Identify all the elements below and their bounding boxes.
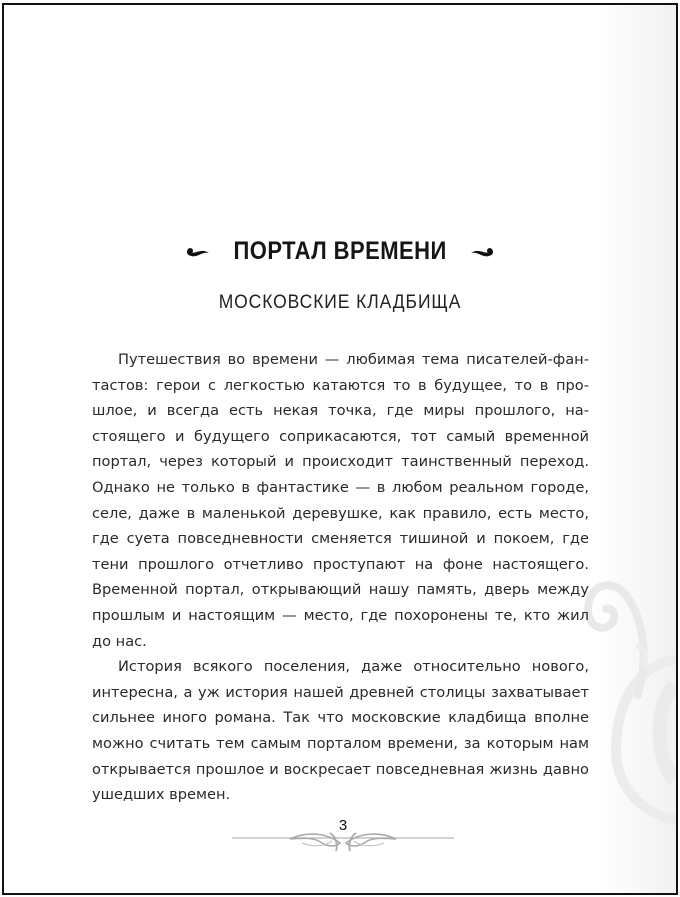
text-line: прошлым и настоящим — место, где похоронены те, кто жил [92, 606, 589, 624]
paragraph [92, 347, 589, 654]
text-line: Временной портал, открывающий нашу память, дверь между [92, 581, 589, 599]
text-line: сильнее иного романа. Так что московские кладбища вполне [92, 709, 589, 727]
text-line: тастов: герои с легкостью катаются то в будущее, то в про- [92, 376, 589, 394]
chapter-title-row [4, 237, 676, 266]
decorative-swirl-icon [576, 565, 676, 825]
text-line: шлое, и всегда есть некая точка, где миры прошлого, на- [92, 402, 589, 420]
page-number: 3 [338, 817, 348, 834]
page-footer [232, 817, 454, 857]
text-line: тени прошлого отчетливо проступают на фоне настоящего. [92, 555, 589, 573]
text-line: можно считать тем самым порталом времени, за которым нам [92, 734, 589, 752]
right-flourish-icon [469, 245, 495, 259]
text-line: открывается прошлое и воскресает повседневная жизнь давно [92, 760, 589, 778]
left-flourish-icon [185, 245, 211, 259]
chapter-title: ПОРТАЛ ВРЕМЕНИ [233, 237, 447, 265]
text-line: интересна, а уж история нашей древней столицы захватывает [92, 683, 589, 701]
chapter-subtitle: МОСКОВСКИЕ КЛАДБИЩА [218, 292, 462, 313]
text-line: стоящего и будущего соприкасаются, тот самый временной [92, 427, 589, 445]
text-line: История всякого поселения, даже относительно нового, [118, 658, 589, 676]
book-page [2, 3, 678, 895]
text-line: ушедших времен. [92, 786, 231, 804]
text-line: Путешествия во времени — любимая тема писателей-фан- [118, 351, 589, 368]
text-line: где суета повседневности сменяется тишиной и покоем, где [92, 530, 589, 548]
paragraph [92, 654, 589, 808]
text-line: селе, даже в маленькой деревушке, как правило, есть место, [92, 504, 589, 522]
footer-ornament-icon [232, 817, 454, 857]
text-line: Однако не только в фантастике — в любом реальном городе, [92, 478, 589, 496]
body-text [92, 347, 589, 808]
text-line: портал, через который и происходит таинственный переход. [92, 453, 589, 471]
text-line: до нас. [92, 632, 147, 650]
